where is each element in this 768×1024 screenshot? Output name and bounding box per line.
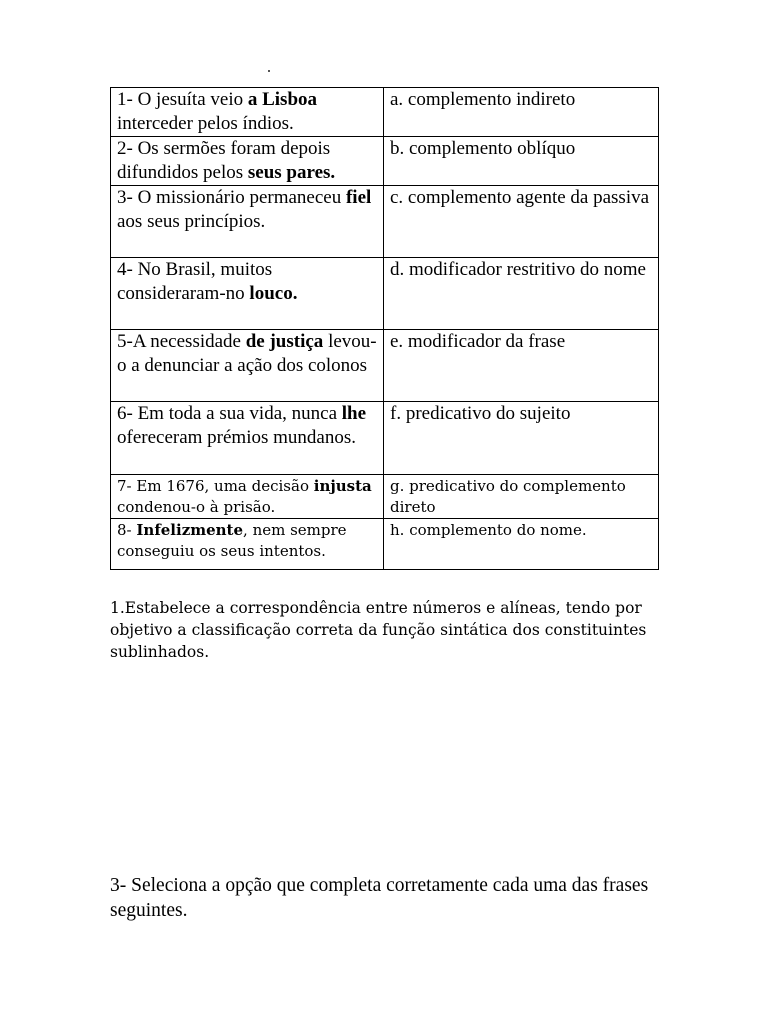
sentence-cell-3: 3- O missionário permaneceu fiel aos seus princípios.	[111, 186, 384, 258]
function-cell-f: f. predicativo do sujeito	[384, 402, 659, 475]
table-row	[111, 137, 659, 186]
table-row	[111, 519, 659, 570]
table-row	[111, 330, 659, 402]
sentence-cell-7: 7- Em 1676, uma decisão injusta condenou-o à prisão.	[111, 475, 384, 519]
function-cell-d: d. modificador restritivo do nome	[384, 258, 659, 330]
highlighted-constituent: injusta	[313, 477, 372, 495]
stray-mark	[268, 70, 270, 72]
table-row	[111, 475, 659, 519]
highlighted-constituent: seus pares.	[247, 162, 336, 183]
question-1-instruction: 1.Estabelece a correspondência entre números e alíneas, tendo por objetivo a classificação correta da função sintática dos constituintes sublinhados.	[110, 599, 647, 661]
highlighted-constituent: lhe	[341, 403, 367, 424]
function-cell-g: g. predicativo do complemento direto	[384, 475, 659, 519]
sentence-cell-8: 8- Infelizmente, nem sempre conseguiu os seus intentos.	[111, 519, 384, 570]
highlighted-constituent: Infelizmente	[136, 521, 244, 539]
function-cell-b: b. complemento oblíquo	[384, 137, 659, 186]
highlighted-constituent: fiel	[345, 187, 372, 208]
sentence-cell-5: 5-A necessidade de justiça levou-o a denunciar a ação dos colonos	[111, 330, 384, 402]
function-cell-a: a. complemento indireto	[384, 88, 659, 137]
highlighted-constituent: de justiça	[245, 331, 324, 352]
table-row	[111, 402, 659, 475]
question-3-instruction: 3- Seleciona a opção que completa corretamente cada uma das frases seguintes.	[110, 875, 649, 921]
highlighted-constituent: a Lisboa	[247, 89, 318, 110]
highlighted-constituent: louco.	[249, 283, 298, 304]
sentence-cell-1: 1- O jesuíta veio a Lisboa interceder pelos índios.	[111, 88, 384, 137]
sentence-cell-2: 2- Os sermões foram depois difundidos pelos seus pares.	[111, 137, 384, 186]
function-cell-c: c. complemento agente da passiva	[384, 186, 659, 258]
sentence-cell-4: 4- No Brasil, muitos consideraram-no louco.	[111, 258, 384, 330]
table-row	[111, 258, 659, 330]
table-row	[111, 88, 659, 137]
table-row	[111, 186, 659, 258]
function-cell-e: e. modificador da frase	[384, 330, 659, 402]
function-cell-h: h. complemento do nome.	[384, 519, 659, 570]
sentence-cell-6: 6- Em toda a sua vida, nunca lhe ofereceram prémios mundanos.	[111, 402, 384, 475]
matching-table	[110, 87, 659, 570]
